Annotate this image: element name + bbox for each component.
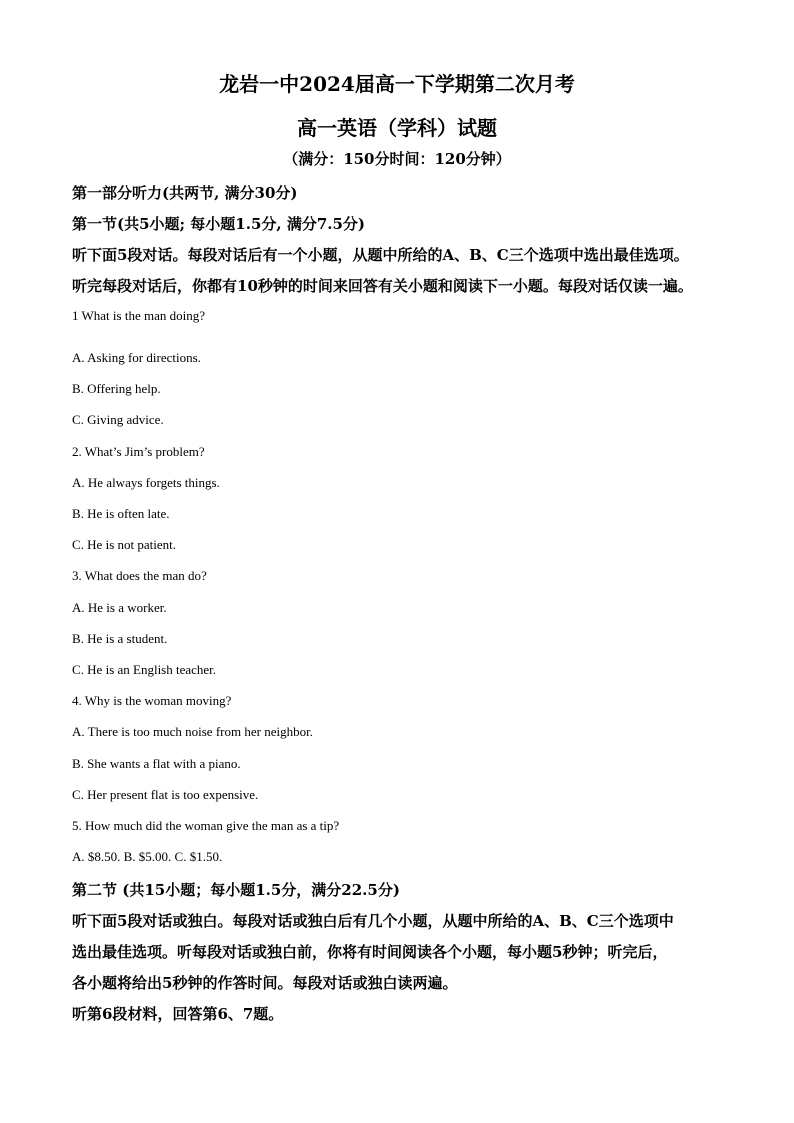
section2-instruction-line: 各小题将给出5秒钟的作答时间。每段对话或独白读两遍。 [72,974,458,992]
score-time: （满分：150分时间：120分钟） [283,150,511,168]
exam-subtitle: 高一英语（学科）试题 [297,116,497,140]
section2-instruction-line: 听下面5段对话或独白。每段对话或独白后有几个小题，从题中所给的A、B、C三个选项中 [72,912,674,930]
question-text: 3. What does the man do? [72,568,207,583]
option: C. Her present flat is too expensive. [72,787,259,802]
section1-heading: 第一节(共5小题; 每小题1.5分, 满分7.5分) [72,215,366,233]
option: B. Offering help. [72,381,161,396]
section2-heading: 第二节 (共15小题；每小题1.5分，满分22.5分) [72,881,400,899]
option: C. He is an English teacher. [72,662,217,677]
option: A. He always forgets things. [72,475,220,490]
material-6-heading: 听第6段材料，回答第6、7题。 [72,1005,284,1023]
section2-instruction-line: 选出最佳选项。听每段对话或独白前，你将有时间阅读各个小题，每小题5秒钟；听完后， [72,943,668,961]
option: C. Giving advice. [72,412,164,427]
question-text: 4. Why is the woman moving? [72,693,232,708]
exam-title: 龙岩一中2024届高一下学期第二次月考 [219,72,575,96]
option: C. He is not patient. [72,537,176,552]
section1-instruction-line: 听完每段对话后，你都有10秒钟的时间来回答有关小题和阅读下一小题。每段对话仅读一遍。 [72,277,693,295]
question-text: 5. How much did the woman give the man as a tip? [72,818,340,833]
option: A. There is too much noise from her neighbor. [72,724,313,739]
section1-instruction-line: 听下面5段对话。每段对话后有一个小题，从题中所给的A、B、C三个选项中选出最佳选项。 [72,246,689,264]
question-text: 2. What’s Jim’s problem? [72,444,205,459]
option: B. He is often late. [72,506,170,521]
option: A. Asking for directions. [72,350,201,365]
part1-heading: 第一部分听力(共两节, 满分30分) [72,184,298,202]
option: B. He is a student. [72,631,168,646]
option: A. He is a worker. [72,600,167,615]
option: B. She wants a flat with a piano. [72,756,241,771]
options-inline: A. $8.50. B. $5.00. C. $1.50. [72,849,223,864]
question-text: 1 What is the man doing? [72,308,205,323]
